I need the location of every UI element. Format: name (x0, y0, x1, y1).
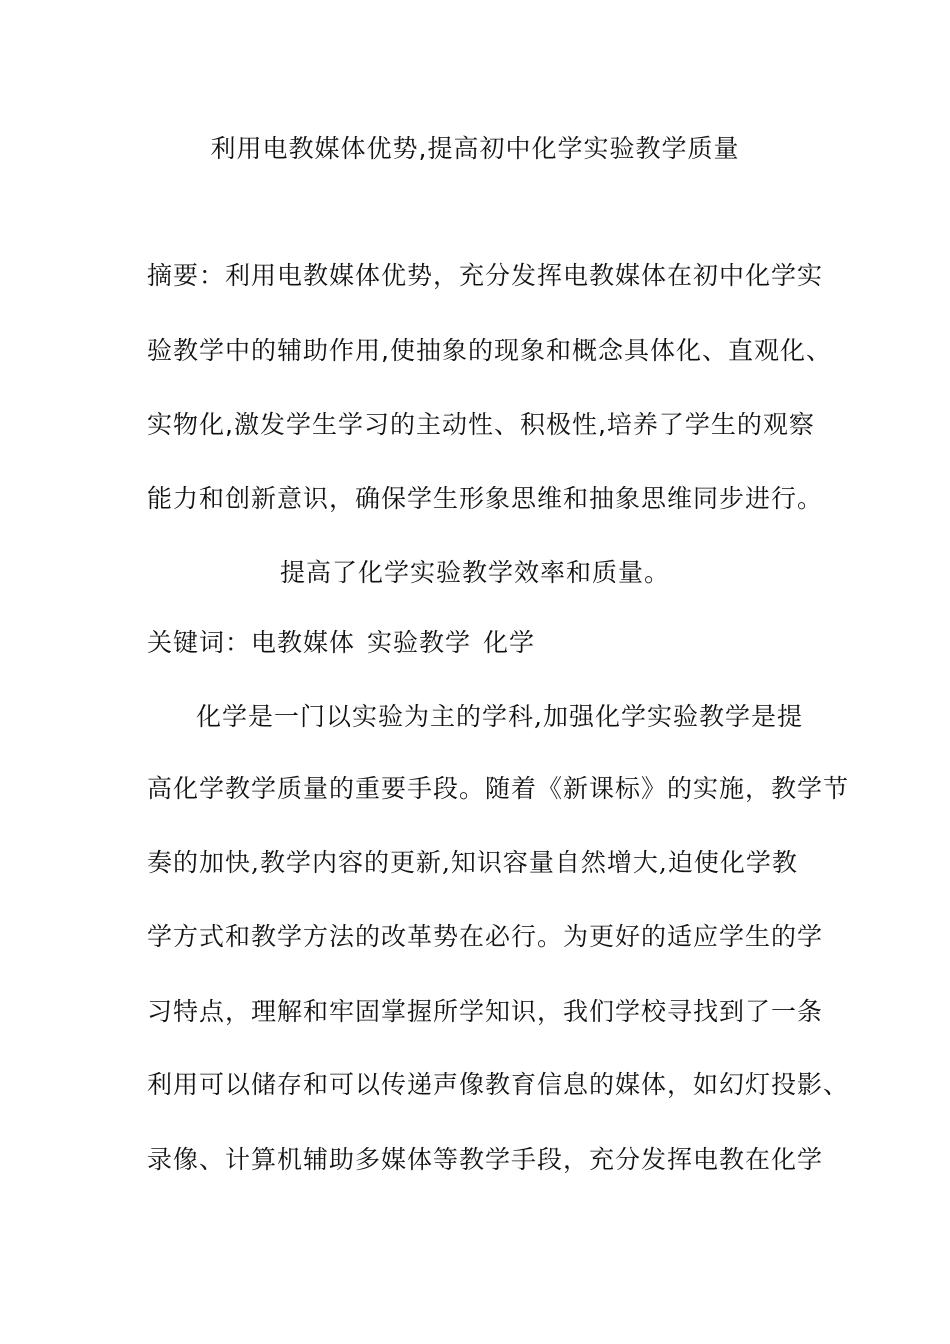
abstract-line-1: 摘要：利用电教媒体优势，充分发挥电教媒体在初中化学实 (147, 261, 824, 290)
keywords-label: 关键词： (147, 628, 252, 657)
keyword-item: 实验教学 (367, 628, 472, 657)
body-line-3: 奏的加快,教学内容的更新,知识容量自然增大,迫使化学教 (147, 848, 798, 877)
abstract-line-2: 验教学中的辅助作用,使抽象的现象和概念具体化、直观化、 (147, 336, 832, 365)
body-line-7: 录像、计算机辅助多媒体等教学手段，充分发挥电教在化学 (147, 1145, 824, 1174)
body-line-1: 化学是一门以实验为主的学科,加强化学实验教学是提 (196, 702, 803, 731)
body-line-6: 利用可以储存和可以传递声像教育信息的媒体，如幻灯投影、 (147, 1070, 850, 1099)
keyword-item: 电教媒体 (251, 628, 356, 657)
document-title: 利用电教媒体优势,提高初中化学实验教学质量 (210, 134, 740, 163)
body-line-4: 学方式和教学方法的改革势在必行。为更好的适应学生的学 (147, 922, 824, 951)
body-line-5: 习特点，理解和牢固掌握所学知识，我们学校寻找到了一条 (147, 997, 824, 1026)
abstract-centered-line: 提高了化学实验教学效率和质量。 (279, 558, 670, 587)
keywords-line (147, 626, 535, 660)
abstract-line-3: 实物化,激发学生学习的主动性、积极性,培养了学生的观察 (147, 410, 815, 439)
keyword-item: 化学 (483, 628, 536, 657)
body-line-2: 高化学教学质量的重要手段。随着《新课标》的实施，教学节 (147, 774, 850, 803)
abstract-line-4: 能力和创新意识，确保学生形象思维和抽象思维同步进行。 (147, 484, 824, 513)
